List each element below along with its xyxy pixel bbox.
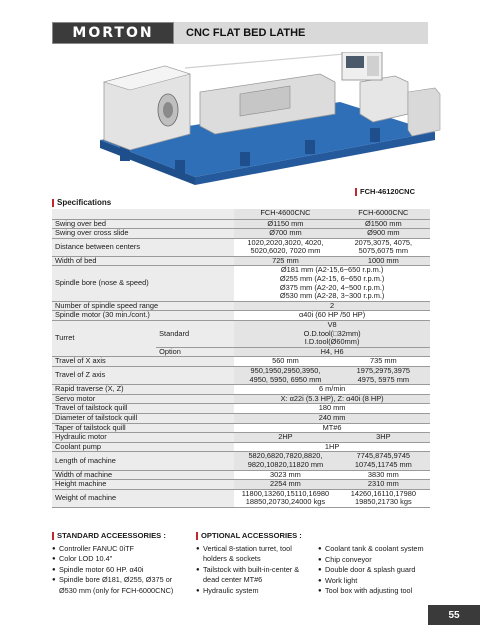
list-item: ● Color LOD 10.4" bbox=[52, 554, 192, 565]
optional-accessories: OPTIONAL ACCESSORIES : ● Vertical 8-station turret, tool holders & sockets ● Tailstock with built-in-center & dead center MT#6 ● Hydraulic system bbox=[196, 531, 316, 597]
row-label: Length of machine bbox=[52, 452, 234, 470]
page-title: CNC FLAT BED LATHE bbox=[174, 22, 428, 44]
row-label: Height machine bbox=[52, 480, 234, 490]
table-row: Distance between centers 1020,2020,3020, 4020, 5020,6020, 7020 mm 2075,3075, 4075, 5075,6075 mm bbox=[52, 238, 430, 256]
table-row: Spindle motor (30 min./cont.) α40i (60 HP /50 HP) bbox=[52, 311, 430, 321]
list-item: ● Tool box with adjusting tool bbox=[318, 586, 438, 597]
list-item-continuation: holders & sockets bbox=[203, 554, 261, 564]
table-row: Option H4, H6 bbox=[52, 347, 430, 357]
table-row: Diameter of tailstock quill 240 mm bbox=[52, 413, 430, 423]
row-label: Weight of machine bbox=[52, 489, 234, 507]
row-label: Distance between centers bbox=[52, 238, 234, 256]
specifications-table bbox=[52, 209, 430, 508]
row-label: Taper of tailstock quill bbox=[52, 423, 234, 433]
table-row: Coolant pump 1HP bbox=[52, 442, 430, 452]
table-row: Swing over cross slide Ø700 mm Ø900 mm bbox=[52, 229, 430, 239]
row-label: Number of spindle speed range bbox=[52, 301, 234, 311]
list-item-continuation: dead center MT#6 bbox=[203, 575, 263, 585]
table-row: Turret Standard V8 O.D.tool(□32mm) I.D.tool(Ø60mm) bbox=[52, 321, 430, 348]
list-item: ● Spindle motor 60 HP. α40i bbox=[52, 565, 192, 576]
table-row: Taper of tailstock quill MT#6 bbox=[52, 423, 430, 433]
row-label: Diameter of tailstock quill bbox=[52, 413, 234, 423]
column-header: FCH-6000CNC bbox=[337, 209, 430, 219]
row-sublabel: Standard bbox=[156, 321, 234, 348]
row-label: Width of machine bbox=[52, 470, 234, 480]
row-label: Travel of X axis bbox=[52, 357, 234, 367]
column-header: FCH-4600CNC bbox=[234, 209, 336, 219]
list-item: ● Double door & splash guard bbox=[318, 565, 438, 576]
table-row: Length of machine 5820,6820,7820,8820, 9820,10820,11820 mm 7745,8745,9745 10745,11745 mm bbox=[52, 452, 430, 470]
row-label: Width of bed bbox=[52, 256, 234, 266]
optional-accessories-2 bbox=[318, 544, 438, 597]
standard-accessories: STANDARD ACCEESSORIES : ● Controller FANUC 0iTF ● Color LOD 10.4" ● Spindle motor 60 HP. α40i ● Spindle bore Ø181, Ø255, Ø375 or Ø530 mm (only for FCH-6000CNC) bbox=[52, 531, 192, 597]
page-header bbox=[52, 22, 428, 44]
row-label: Coolant pump bbox=[52, 442, 234, 452]
page-number: 55 bbox=[428, 605, 480, 625]
table-row: Spindle bore (nose & speed) Ø181 mm (A2-15,6~650 r.p.m.) Ø255 mm (A2-15, 6~650 r.p.m.) Ø375 mm (A2-20, 4~500 r.p.m.) Ø530 mm (A2-28, 3~300 r.p.m.) bbox=[52, 266, 430, 301]
row-label: Turret bbox=[52, 321, 156, 357]
list-item: ● Controller FANUC 0iTF bbox=[52, 544, 192, 555]
list-item: ● Spindle bore Ø181, Ø255, Ø375 or bbox=[52, 575, 192, 586]
row-label: Swing over bed bbox=[52, 219, 234, 229]
brand-logo: MORTON bbox=[52, 22, 174, 44]
red-marker bbox=[196, 532, 198, 540]
red-marker bbox=[52, 199, 54, 207]
row-label: Rapid traverse (X, Z) bbox=[52, 385, 234, 395]
red-marker bbox=[355, 188, 357, 196]
red-marker bbox=[52, 532, 54, 540]
list-item: ● Work light bbox=[318, 576, 438, 587]
row-label: Travel of Z axis bbox=[52, 367, 234, 385]
specifications-heading: Specifications bbox=[52, 198, 111, 207]
row-sublabel: Option bbox=[156, 347, 234, 357]
table-row: Hydraulic motor 2HP 3HP bbox=[52, 433, 430, 443]
table-row: Travel of X axis 560 mm 735 mm bbox=[52, 357, 430, 367]
list-item: ● Hydraulic system bbox=[196, 586, 316, 597]
table-row: Swing over bed Ø1150 mm Ø1500 mm bbox=[52, 219, 430, 229]
table-header-row bbox=[52, 209, 430, 219]
row-label: Spindle motor (30 min./cont.) bbox=[52, 311, 234, 321]
row-label: Hydraulic motor bbox=[52, 433, 234, 443]
row-label: Swing over cross slide bbox=[52, 229, 234, 239]
table-row: Height machine 2254 mm 2310 mm bbox=[52, 480, 430, 490]
table-row: Rapid traverse (X, Z) 6 m/min bbox=[52, 385, 430, 395]
table-row: Servo motor X: α22i (5.3 HP), Z: α40i (8 HP) bbox=[52, 394, 430, 404]
list-item-continuation: Ø530 mm (only for FCH-6000CNC) bbox=[59, 585, 174, 595]
row-label: Servo motor bbox=[52, 394, 234, 404]
model-label: FCH-46120CNC bbox=[355, 187, 415, 196]
table-row: Number of spindle speed range 2 bbox=[52, 301, 430, 311]
list-item: ● Tailstock with built-in-center & bbox=[196, 565, 316, 576]
lathe-machine-image bbox=[90, 52, 450, 192]
list-item: ● Vertical 8-station turret, tool bbox=[196, 544, 316, 555]
table-row: Width of bed 725 mm 1000 mm bbox=[52, 256, 430, 266]
list-item: ● Coolant tank & coolant system bbox=[318, 544, 438, 555]
table-row: Travel of tailstock quill 180 mm bbox=[52, 404, 430, 414]
table-row: Travel of Z axis 950,1950,2950,3950, 4950, 5950, 6950 mm 1975,2975,3975 4975, 5975 mm bbox=[52, 367, 430, 385]
list-item: ● Chip conveyor bbox=[318, 555, 438, 566]
table-row: Width of machine 3023 mm 3830 mm bbox=[52, 470, 430, 480]
row-label: Travel of tailstock quill bbox=[52, 404, 234, 414]
table-row: Weight of machine 11800,13260,15110,16980 18850,20730,24000 kgs 14260,16110,17980 19850,21730 kgs bbox=[52, 489, 430, 507]
row-label: Spindle bore (nose & speed) bbox=[52, 266, 234, 301]
